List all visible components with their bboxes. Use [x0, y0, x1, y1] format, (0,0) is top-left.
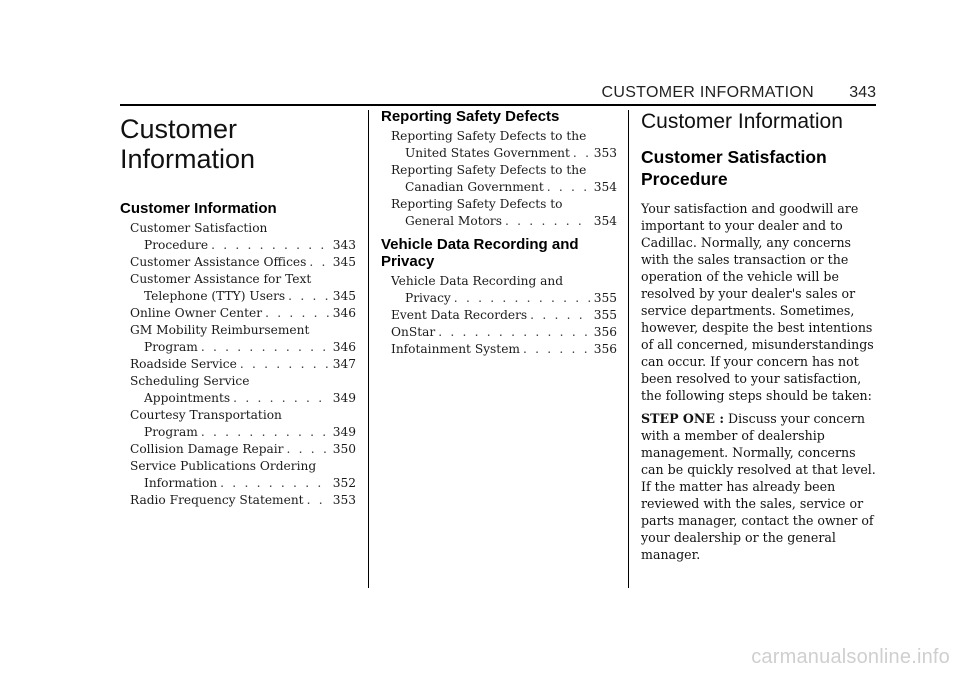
- watermark-text: carmanualsonline.info: [751, 646, 950, 668]
- toc-entry-row: [130, 356, 356, 373]
- toc-entry-title: Courtesy Transportation: [130, 408, 282, 422]
- toc-page-number: 352: [332, 476, 356, 490]
- toc-entry-row: [130, 390, 356, 407]
- toc-page-number: 343: [332, 238, 356, 252]
- dot-leader: [309, 254, 329, 271]
- dot-leader: [233, 390, 330, 407]
- toc-entry-title: Reporting Safety Defects to the: [391, 163, 587, 177]
- section-title: Customer Information: [641, 110, 843, 133]
- left-column: [120, 108, 356, 509]
- toc-entry-title-cont: Procedure: [144, 238, 209, 252]
- toc-list: [391, 128, 617, 230]
- subsection-title-line1: Customer Satisfaction: [641, 147, 827, 167]
- toc-list: [391, 273, 617, 358]
- dot-leader: [307, 492, 330, 509]
- step-one-paragraph: [641, 410, 881, 563]
- toc-page-number: 355: [593, 291, 617, 305]
- toc-entry-row: [130, 339, 356, 356]
- toc-entry[interactable]: [391, 341, 617, 358]
- toc-page-number: 346: [332, 306, 356, 320]
- subsection-title: [641, 146, 881, 190]
- toc-entry-title: Radio Frequency Statement: [130, 493, 304, 507]
- toc-entry-title: Reporting Safety Defects to: [391, 197, 563, 211]
- toc-entry-title: Online Owner Center: [130, 306, 263, 320]
- dot-leader: [201, 424, 330, 441]
- toc-entry-row: [130, 254, 356, 271]
- toc-page-number: 345: [332, 255, 356, 269]
- toc-heading-line2: Privacy: [381, 253, 435, 270]
- step-one-label: STEP ONE :: [641, 411, 725, 426]
- toc-page-number: 353: [332, 493, 356, 507]
- toc-heading-customer-information: Customer Information: [120, 200, 277, 217]
- toc-entry-title-cont: Information: [144, 476, 218, 490]
- toc-entry[interactable]: [130, 305, 356, 322]
- subsection-title-line2: Procedure: [641, 169, 728, 189]
- toc-entry[interactable]: [130, 458, 356, 492]
- toc-entry-title: Infotainment System: [391, 342, 520, 356]
- toc-entry-title-cont: Telephone (TTY) Users: [144, 289, 286, 303]
- toc-entry-title-cont: Privacy: [405, 291, 451, 305]
- toc-entry-row: [391, 307, 617, 324]
- dot-leader: [201, 339, 330, 356]
- toc-entry-title: OnStar: [391, 325, 436, 339]
- toc-entry-title: Customer Assistance Offices: [130, 255, 307, 269]
- toc-page-number: 356: [593, 325, 617, 339]
- toc-page-number: 353: [593, 146, 617, 160]
- toc-entry-row: [391, 290, 617, 307]
- middle-column: [381, 108, 617, 358]
- dot-leader: [530, 307, 591, 324]
- toc-entry[interactable]: [130, 254, 356, 271]
- toc-entry-row: [391, 324, 617, 341]
- dot-leader: [523, 341, 591, 358]
- dot-leader: [438, 324, 591, 341]
- toc-entry[interactable]: [130, 356, 356, 373]
- chapter-title-line1: Customer: [120, 114, 238, 144]
- toc-entry-row: [130, 492, 356, 509]
- dot-leader: [547, 179, 591, 196]
- toc-entry[interactable]: [391, 324, 617, 341]
- dot-leader: [287, 441, 330, 458]
- dot-leader: [288, 288, 330, 305]
- header-rule: [120, 104, 876, 106]
- column-divider-2: [628, 110, 629, 588]
- toc-entry[interactable]: [130, 441, 356, 458]
- toc-entry-row: [391, 341, 617, 358]
- toc-entry-title: Roadside Service: [130, 357, 237, 371]
- toc-page-number: 349: [332, 425, 356, 439]
- toc-entry-title: Service Publications Ordering: [130, 459, 317, 473]
- toc-entry-row: [130, 288, 356, 305]
- toc-entry[interactable]: [391, 307, 617, 324]
- toc-entry-row: [391, 213, 617, 230]
- toc-entry-title: Customer Satisfaction: [130, 221, 268, 235]
- toc-page-number: 345: [332, 289, 356, 303]
- body-paragraph: Your satisfaction and goodwill are important to your dealer and to Cadillac. Normally, any concerns with the sales transaction or the operation of the vehicle will be resolved by your dealer's sales or service departments. Sometimes, however, despite the best intentions of all concerned, misunderstandings can occur. If your concern has not been resolved to your satisfaction, the following steps should be taken:: [641, 201, 874, 403]
- toc-entry-row: [391, 179, 617, 196]
- toc-entry-row: [130, 475, 356, 492]
- toc-entry-row: [130, 441, 356, 458]
- toc-entry-title: Event Data Recorders: [391, 308, 528, 322]
- toc-page-number: 347: [332, 357, 356, 371]
- column-divider-1: [368, 110, 369, 588]
- toc-page-number: 350: [332, 442, 356, 456]
- dot-leader: [505, 213, 591, 230]
- toc-entry-row: [130, 237, 356, 254]
- toc-entry-title: Customer Assistance for Text: [130, 272, 312, 286]
- toc-page-number: 354: [593, 180, 617, 194]
- page-number: 343: [849, 84, 876, 101]
- toc-heading-line1: Vehicle Data Recording and: [381, 236, 579, 253]
- toc-entry[interactable]: [130, 271, 356, 305]
- toc-entry[interactable]: [130, 407, 356, 441]
- toc-list: [130, 220, 356, 509]
- toc-entry-title-cont: General Motors: [405, 214, 503, 228]
- toc-entry-row: [130, 305, 356, 322]
- toc-entry-title: Scheduling Service: [130, 374, 250, 388]
- chapter-title: [120, 114, 260, 174]
- toc-entry-title: GM Mobility Reimbursement: [130, 323, 310, 337]
- toc-entry[interactable]: [130, 220, 356, 254]
- dot-leader: [265, 305, 330, 322]
- dot-leader: [211, 237, 330, 254]
- toc-entry-title-cont: United States Government: [405, 146, 570, 160]
- toc-heading-reporting-safety-defects: Reporting Safety Defects: [381, 108, 560, 125]
- toc-page-number: 346: [332, 340, 356, 354]
- toc-page-number: 349: [332, 391, 356, 405]
- toc-entry[interactable]: [391, 128, 617, 162]
- toc-entry-title-cont: Program: [144, 340, 198, 354]
- chapter-title-line2: Information: [120, 144, 256, 174]
- toc-heading-vehicle-data-recording: [381, 236, 617, 270]
- toc-page-number: 354: [593, 214, 617, 228]
- header-section-name: CUSTOMER INFORMATION: [601, 84, 814, 101]
- toc-entry-title: Collision Damage Repair: [130, 442, 284, 456]
- toc-entry-title-cont: Program: [144, 425, 198, 439]
- toc-entry-title: Vehicle Data Recording and: [391, 274, 564, 288]
- dot-leader: [240, 356, 330, 373]
- toc-entry[interactable]: [391, 273, 617, 307]
- toc-entry-row: [130, 424, 356, 441]
- toc-entry-row: [391, 145, 617, 162]
- dot-leader: [220, 475, 330, 492]
- dot-leader: [573, 145, 591, 162]
- toc-entry[interactable]: [130, 322, 356, 356]
- right-column: [641, 108, 881, 569]
- toc-entry[interactable]: [391, 196, 617, 230]
- toc-page-number: 356: [593, 342, 617, 356]
- toc-entry-title-cont: Appointments: [144, 391, 231, 405]
- dot-leader: [454, 290, 591, 307]
- toc-entry[interactable]: [130, 373, 356, 407]
- toc-entry-title: Reporting Safety Defects to the: [391, 129, 587, 143]
- step-one-text: Discuss your concern with a member of dealership management. Normally, concerns can be quickly resolved at that level. If the matter has already been reviewed with the sales, service or parts manager, contact the owner of your dealership or the general manager.: [641, 411, 876, 562]
- toc-entry-title-cont: Canadian Government: [405, 180, 544, 194]
- toc-entry[interactable]: [130, 492, 356, 509]
- toc-page-number: 355: [593, 308, 617, 322]
- toc-entry[interactable]: [391, 162, 617, 196]
